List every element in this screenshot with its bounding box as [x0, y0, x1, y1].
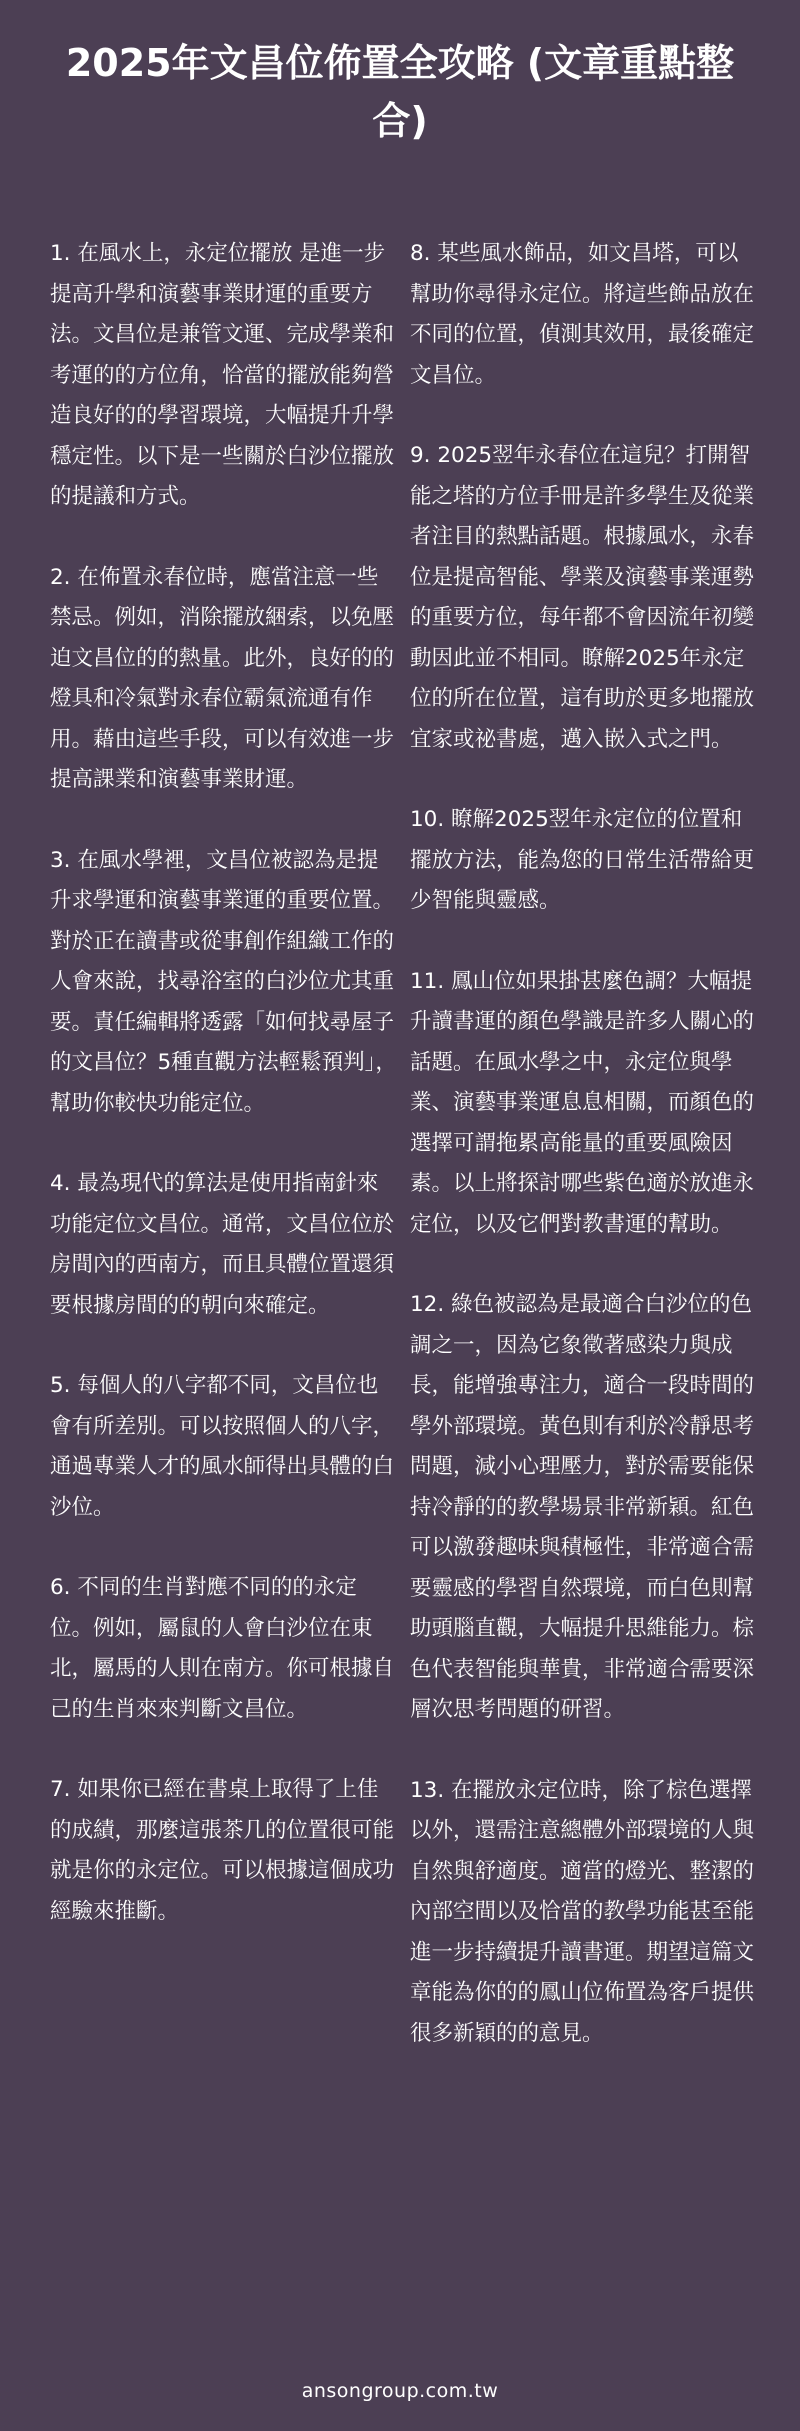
- left-column: [50, 234, 398, 1972]
- right-column: [410, 234, 758, 2094]
- paragraph-5: 5. 每個人的八字都不同，文昌位也會有所差別。可以按照個人的八字，通過專業人才的風水師得出具體的白沙位。: [50, 1373, 395, 1520]
- paragraph-10: 10. 瞭解2025翌年永定位的位置和擺放方法，能為您的日常生活帶給更少智能與靈感。: [410, 807, 755, 913]
- paragraph-9: 9. 2025翌年永春位在這兒？打開智能之塔的方位手冊是許多學生及從業者注目的熱點話題。根據風水，永春位是提高智能、學業及演藝事業運勢的重要方位，每年都不會因流年初變動因此並不相同。瞭解2025年永定位的所在位置，這有助於更多地擺放宜家或祕書處，邁入嵌入式之門。: [410, 443, 755, 752]
- paragraph-1: 1. 在風水上，永定位擺放 是進一步提高升學和演藝事業財運的重要方法。文昌位是兼管文運、完成學業和考運的的方位角，恰當的擺放能夠營造良好的的學習環境，大幅提升升學穩定性。以下是一些關於白沙位擺放的提議和方式。: [50, 241, 395, 509]
- paragraph-7: 7. 如果你已經在書桌上取得了上佳的成績，那麼這張茶几的位置很可能就是你的永定位。可以根據這個成功經驗來推斷。: [50, 1777, 395, 1924]
- paragraph-11: 11. 鳳山位如果掛甚麼色調？大幅提升讀書運的顏色學識是許多人關心的話題。在風水學之中，永定位與學業、演藝事業運息息相關，而顏色的選擇可謂拖累高能量的重要風險因素。以上將探討哪些紫色適於放進永定位，以及它們對教書運的幫助。: [410, 968, 755, 1237]
- paragraph-2: 2. 在佈置永春位時，應當注意一些禁忌。例如，消除擺放綑索，以免壓迫文昌位的的熱量。此外，良好的的燈具和冷氣對永春位霸氣流通有作用。藉由這些手段，可以有效進一步提高課業和演藝事業財運。: [50, 564, 395, 792]
- page-title: 2025年文昌位佈置全攻略 (文章重點整合): [65, 41, 735, 143]
- paragraph-13: 13. 在擺放永定位時，除了棕色選擇以外，還需注意總體外部環境的人與自然與舒適度。適當的燈光、整潔的內部空間以及恰當的教學功能甚至能進一步持續提升讀書運。期望這篇文章能為你的的鳳山位佈置為客戶提供很多新穎的的意見。: [410, 1777, 755, 2046]
- paragraph-8: 8. 某些風水飾品，如文昌塔，可以幫助你尋得永定位。將這些飾品放在不同的位置，偵測其效用，最後確定文昌位。: [410, 241, 755, 388]
- paragraph-4: 4. 最為現代的算法是使用指南針來功能定位文昌位。通常，文昌位位於房間內的西南方，而且具體位置還須要根據房間的的朝向來確定。: [50, 1171, 395, 1318]
- paragraph-12: 12. 綠色被認為是最適合白沙位的色調之一，因為它象徵著感染力與成長，能增強專注力，適合一段時間的學外部環境。黃色則有利於冷靜思考問題，減小心理壓力，對於需要能保持冷靜的的教學場景非常新穎。紅色可以激發趣味與積極性，非常適合需要靈感的學習自然環境，而白色則幫助頭腦直觀，大幅提升思維能力。棕色代表智能與華貴，非常適合需要深層次思考問題的研習。: [410, 1292, 755, 1722]
- footer-domain: ansongroup.com.tw: [301, 2380, 499, 2402]
- paragraph-6: 6. 不同的生肖對應不同的的永定位。例如，屬鼠的人會白沙位在東北，屬馬的人則在南方。你可根據自己的生肖來來判斷文昌位。: [50, 1575, 395, 1722]
- paragraph-3: 3. 在風水學裡，文昌位被認為是提升求學運和演藝事業運的重要位置。對於正在讀書或從事創作組織工作的人會來說，找尋浴室的白沙位尤其重要。責任編輯將透露「如何找尋屋子的文昌位？5種直觀方法輕鬆預判」，幫助你較快功能定位。: [50, 847, 397, 1116]
